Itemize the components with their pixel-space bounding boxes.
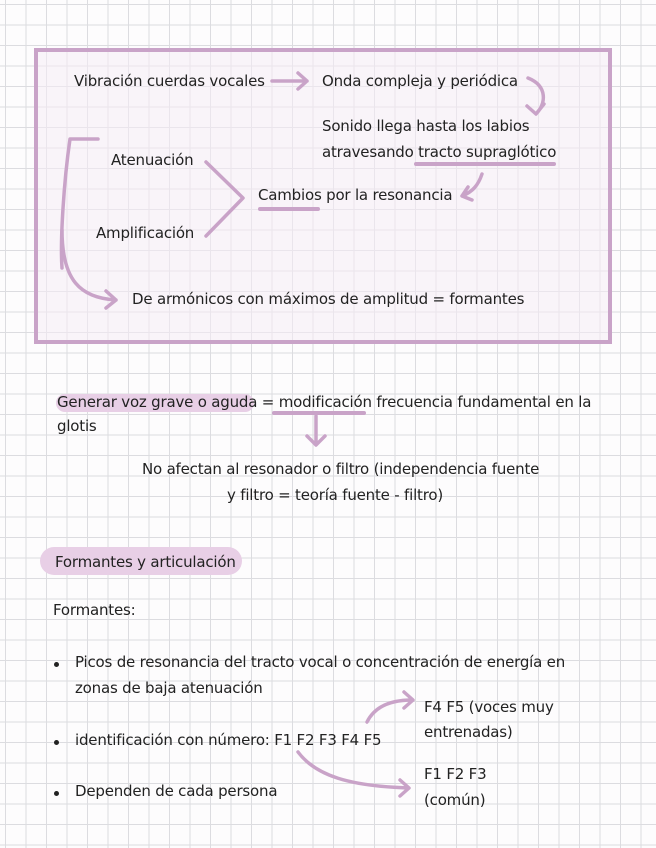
f45-line1: F4 F5 (voces muy xyxy=(424,698,554,716)
arrow-right-icon xyxy=(272,73,307,89)
arrow-curve-icon xyxy=(527,78,544,114)
formantes-label: Formantes: xyxy=(53,601,136,619)
voz-line2: glotis xyxy=(57,417,97,435)
arrow-curve-icon xyxy=(367,692,413,722)
voz-line1: Generar voz grave o aguda = modificación frecuencia fundamental en la xyxy=(57,393,592,411)
bullet-2: identificación con número: F1 F2 F3 F4 F5 xyxy=(75,731,382,749)
arrow-curve-icon xyxy=(298,752,409,796)
converge-icon xyxy=(206,162,243,236)
bracket-icon xyxy=(61,139,98,268)
voz-result-line1: No afectan al resonador o filtro (independencia fuente xyxy=(142,460,540,478)
voz-result-line2: y filtro = teoría fuente - filtro) xyxy=(227,486,443,504)
bullet-1-line2: zonas de baja atenuación xyxy=(75,679,263,697)
vibracion-text: Vibración cuerdas vocales xyxy=(74,72,265,90)
sonido-line1: Sonido llega hasta los labios xyxy=(322,117,530,135)
f123-line1: F1 F2 F3 xyxy=(424,765,487,783)
bullet-3: Dependen de cada persona xyxy=(75,782,278,800)
f123-line2: (común) xyxy=(424,791,486,809)
onda-text: Onda compleja y periódica xyxy=(322,72,518,90)
f45-line2: entrenadas) xyxy=(424,723,513,741)
armonicos-text: De armónicos con máximos de amplitud = formantes xyxy=(132,290,525,308)
arrow-curve-icon xyxy=(462,174,482,200)
section-title: Formantes y articulación xyxy=(55,553,236,571)
bullet-1-line1: Picos de resonancia del tracto vocal o concentración de energía en xyxy=(75,653,566,671)
arrow-curve-icon xyxy=(62,230,116,308)
sonido-line2: atravesando tracto supraglótico xyxy=(322,143,557,161)
arrow-down-icon xyxy=(307,416,325,445)
amplificacion-text: Amplificación xyxy=(96,224,195,242)
cambios-text: Cambios por la resonancia xyxy=(258,186,453,204)
atenuacion-text: Atenuación xyxy=(111,151,194,169)
